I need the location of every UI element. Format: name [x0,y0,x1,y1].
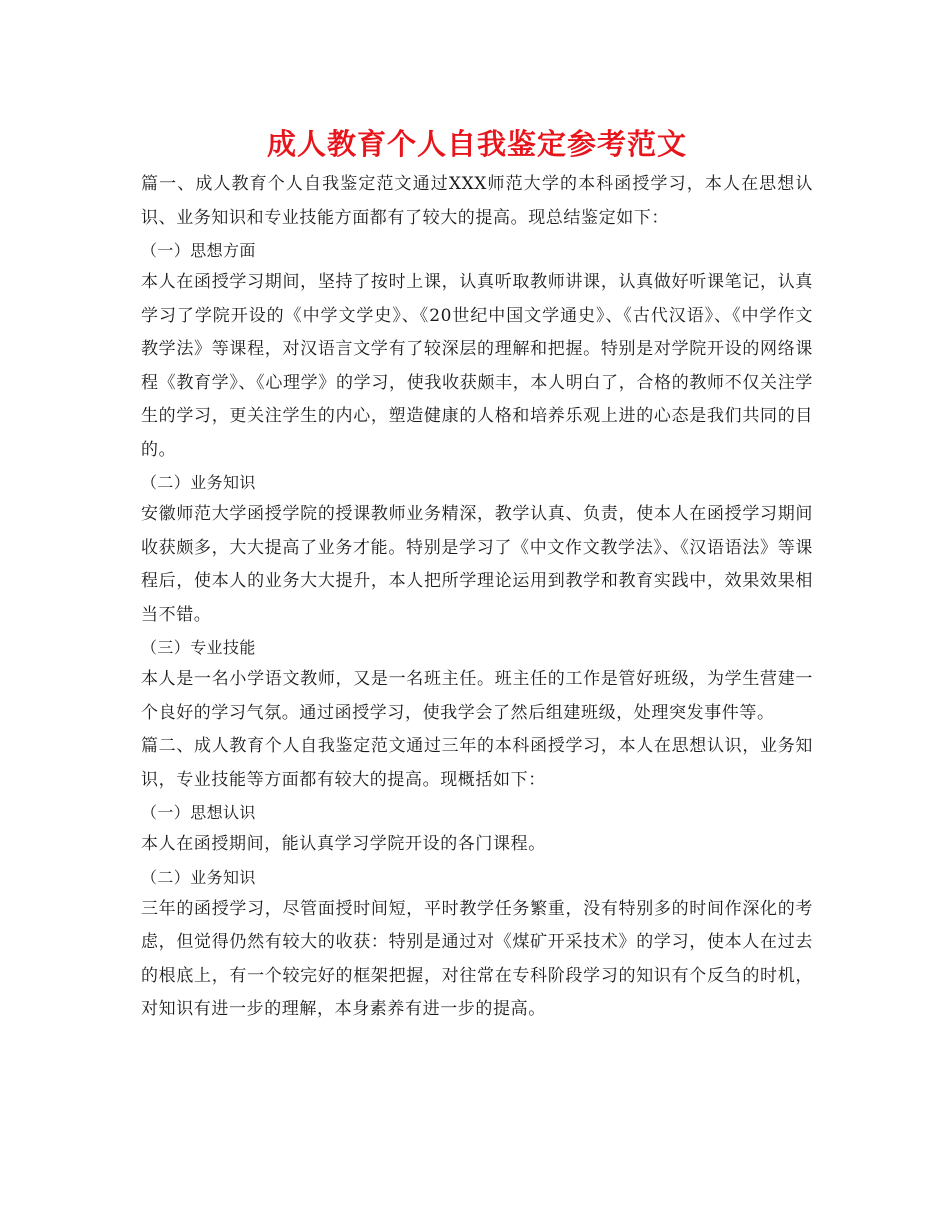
document-title: 成人教育个人自我鉴定参考范文 [266,127,687,161]
body-paragraph: 本人是一名小学语文教师，又是一名班主任。班主任的工作是管好班级，为学生营建一个良好的学习气氛。通过函授学习，使我学会了然后组建班级，处理突发事件等。 [141,669,813,723]
body-paragraph: 三年的函授学习，尽管面授时间短，平时教学任务繁重，没有特别多的时间作深化的考虑，但觉得仍然有较大的收获：特别是通过对《煤矿开采技术》的学习，使本人在过去的根底上，有一个较完好的框架把握，对往常在专科阶段学习的知识有个反刍的时机，对知识有进一步的理解，本身素养有进一步的提高。 [141,898,813,1019]
body-paragraph: 安徽师范大学函授学院的授课教师业务精深，教学认真、负责，使本人在函授学习期间收获颇多，大大提高了业务才能。特别是学习了《中文作文教学法》、《汉语语法》等课程后，使本人的业务大大提升，本人把所学理论运用到教学和教育实践中，效果效果相当不错。 [141,504,813,625]
section-subheading: （三）专业技能 [141,638,256,657]
document-body [141,168,813,1027]
body-paragraph: 本人在函授学习期间，坚持了按时上课，认真听取教师讲课，认真做好听课笔记，认真学习了学院开设的《中学文学史》、《20世纪中国文学通史》、《古代汉语》、《中学作文教学法》等课程，对汉语言文学有了较深层的理解和把握。特别是对学院开设的网络课程《教育学》、《心理学》的学习，使我收获颇丰，本人明白了，合格的教师不仅关注学生的学习，更关注学生的内心，塑造健康的人格和培养乐观上进的心态是我们共同的目的。 [141,272,813,460]
document-page [141,124,813,1027]
section-subheading: （一）思想认识 [141,803,256,822]
body-paragraph: 篇一、成人教育个人自我鉴定范文通过XXX师范大学的本科函授学习，本人在思想认识、业务知识和专业技能方面都有了较大的提高。现总结鉴定如下： [141,174,813,228]
section-subheading: （一）思想方面 [141,241,256,260]
body-paragraph: 本人在函授期间，能认真学习学院开设的各门课程。 [141,834,546,854]
section-subheading: （二）业务知识 [141,473,256,492]
section-subheading: （二）业务知识 [141,867,256,887]
body-paragraph: 篇二、成人教育个人自我鉴定范文通过三年的本科函授学习，本人在思想认识，业务知识，专业技能等方面都有较大的提高。现概括如下： [141,736,813,790]
